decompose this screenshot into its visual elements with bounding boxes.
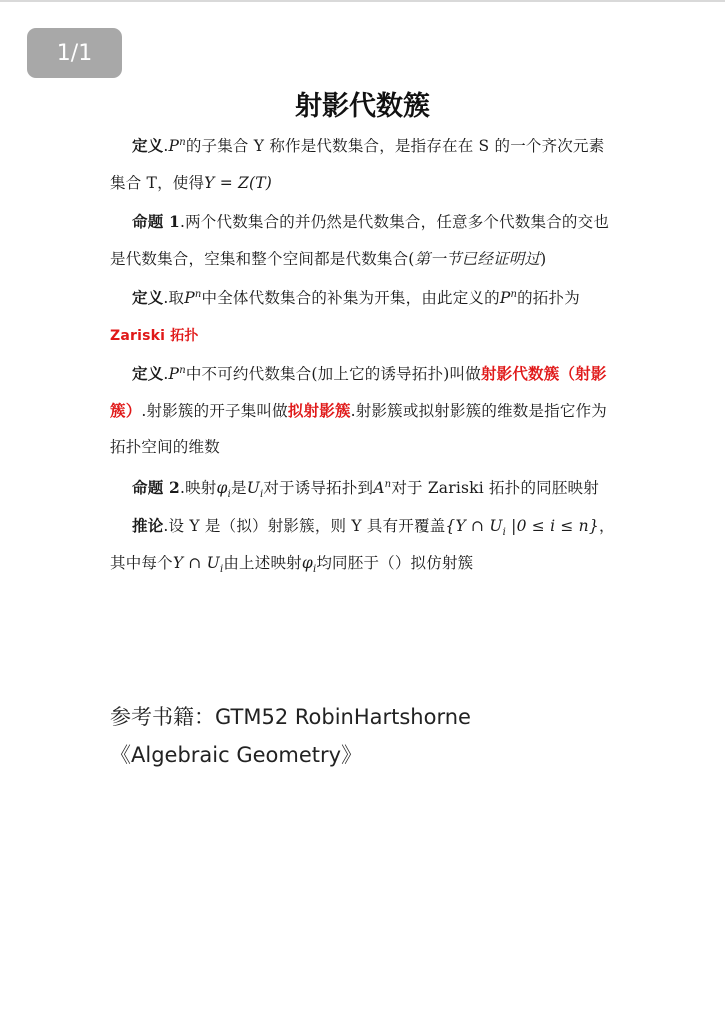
definition-label: 定义 <box>132 288 164 307</box>
note: 第一节已经证明过 <box>414 249 541 268</box>
page-indicator: 1/1 <box>27 28 122 78</box>
reference-book-title: 《Algebraic Geometry》 <box>110 743 363 767</box>
corollary-label: 推论 <box>132 516 164 535</box>
proposition-2: 命题 2.映射$\varphi_i$是$U_i$对于诱导拓扑到$A^n$对于 Zariski 拓扑的同胚映射 <box>132 478 599 501</box>
highlight-term: 拟射影簇 <box>287 400 351 420</box>
definition-2: 定义.取$P^n$中全体代数集合的补集为开集，由此定义的$P^n$的拓扑为Zariski 拓扑 <box>110 288 580 344</box>
highlight-term: Zariski 拓扑 <box>110 327 199 344</box>
top-border <box>0 0 725 2</box>
proposition-label: 命题 1 <box>132 212 180 231</box>
definition-1: 定义$.P^n$的子集合 Y 称作是代数集合，是指存在在 S 的一个齐次元素集合 T，使得Y = Z(T) <box>110 136 605 192</box>
highlight-term: 射影代数簇（射影簇） <box>110 364 607 420</box>
document-title: 射影代数簇 <box>295 91 430 122</box>
proposition-label: 命题 2 <box>132 478 180 497</box>
definition-label: 定义 <box>132 364 164 383</box>
references <box>110 698 690 774</box>
proposition-1: 命题 1.两个代数集合的并仍然是代数集合，任意多个代数集合的交也是代数集合，空集和整个空间都是代数集合(第一节已经证明过) <box>110 212 610 268</box>
reference-line: 参考书籍：GTM52 RobinHartshorne <box>110 705 471 729</box>
definition-3: 定义$.P^n$中不可约代数集合(加上它的诱导拓扑)叫做射影代数簇（射影簇）.射影簇的开子集叫做拟射影簇.射影簇或拟射影簇的维数是指它作为拓扑空间的维数 <box>110 364 607 456</box>
formula: Y = Z(T) <box>204 173 273 192</box>
corollary: 推论.设 Y 是（拟）射影簇，则 Y 具有开覆盖{Y ∩ $U_i$ |0 ≤ i ≤ n}，其中每个Y ∩ $U_i$由上述映射$\varphi_i$均同胚于（）拟仿射簇 <box>110 516 615 575</box>
definition-label: 定义 <box>132 136 164 155</box>
